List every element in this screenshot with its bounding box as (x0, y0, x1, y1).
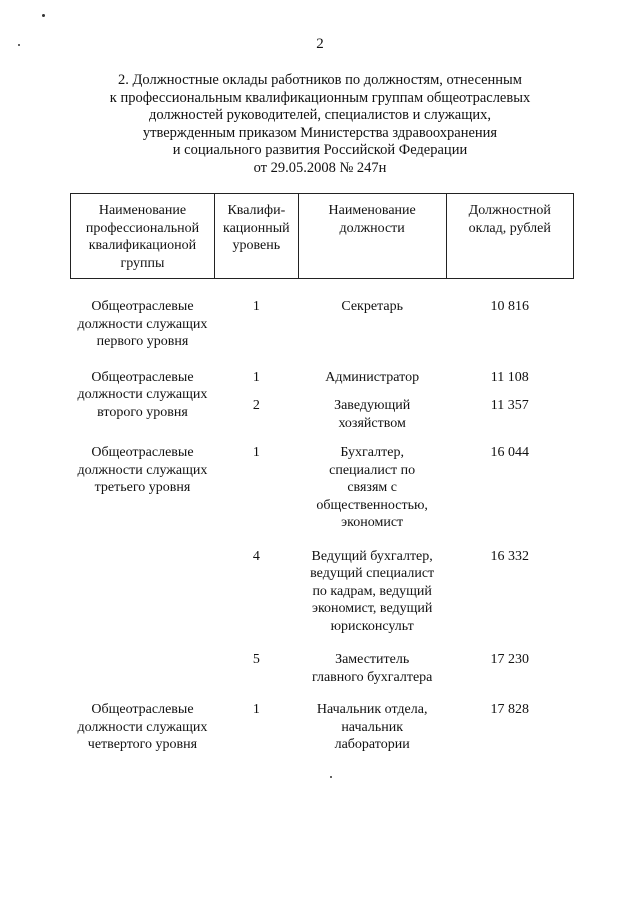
salary-cell: 17 230 (490, 652, 530, 667)
group-name-cell: Общеотраслевые должности служащих первого уровня (77, 299, 208, 349)
header-position-name: Наименование должности (298, 194, 446, 279)
heading-line: утвержденным приказом Министерства здравоохранения (142, 124, 498, 141)
position-cell: Заместитель главного бухгалтера (311, 652, 433, 685)
group-name-cell: Общеотраслевые должности служащих четвертого уровня (77, 702, 208, 752)
scan-speck (42, 14, 45, 17)
level-cell: 1 (252, 445, 260, 460)
position-cell: Заведующий хозяйством (334, 398, 411, 431)
header-salary: Должностной оклад, рублей (446, 194, 573, 279)
group-name-cell: Общеотраслевые должности служащих второго уровня (77, 369, 208, 420)
heading-line: должностей руководителей, специалистов и служащих, (148, 107, 492, 124)
position-cell: Бухгалтер, специалист по связям с общественностью, экономист (316, 445, 428, 530)
header-qualification-level: Квалифи- кационный уровень (214, 194, 298, 279)
level-cell: 5 (252, 652, 260, 667)
salary-cell: 16 332 (490, 548, 530, 564)
header-group-name: Наименование профессиональной квалификационой группы (71, 194, 215, 279)
salary-table (70, 193, 574, 754)
group-name-cell: Общеотраслевые должности служащих третьего уровня (77, 445, 208, 495)
position-cell: Администратор (325, 369, 420, 385)
table-row (71, 686, 574, 754)
position-cell: Секретарь (341, 299, 403, 314)
level-cell: 2 (252, 398, 260, 413)
salary-cell: 11 108 (490, 369, 529, 385)
table-header-row (71, 194, 574, 279)
heading-line: от 29.05.2008 № 247н (253, 159, 387, 176)
salary-cell: 11 357 (490, 398, 529, 413)
heading-line: 2. Должностные оклады работников по должностям, отнесенным (118, 72, 522, 88)
salary-cell: 17 828 (490, 702, 530, 717)
document-heading (0, 72, 640, 178)
table-row (71, 432, 574, 532)
table-row (71, 351, 574, 387)
level-cell: 1 (252, 702, 260, 717)
level-cell: 1 (252, 299, 260, 314)
position-cell: Начальник отдела, начальник лаборатории (316, 702, 428, 752)
heading-line: к профессиональным квалификационным группам общеотраслевых (109, 89, 531, 106)
level-cell: 4 (252, 548, 260, 564)
scan-speck (330, 776, 332, 778)
table-row (71, 279, 574, 351)
level-cell: 1 (252, 369, 260, 385)
page-number: 2 (316, 36, 324, 52)
heading-line: и социального развития Российской Федерации (172, 142, 468, 159)
position-cell: Ведущий бухгалтер, ведущий специалист по кадрам, ведущий экономист, ведущий юрисконсульт (310, 548, 435, 634)
salary-cell: 10 816 (490, 299, 530, 314)
salary-cell: 16 044 (490, 445, 530, 460)
